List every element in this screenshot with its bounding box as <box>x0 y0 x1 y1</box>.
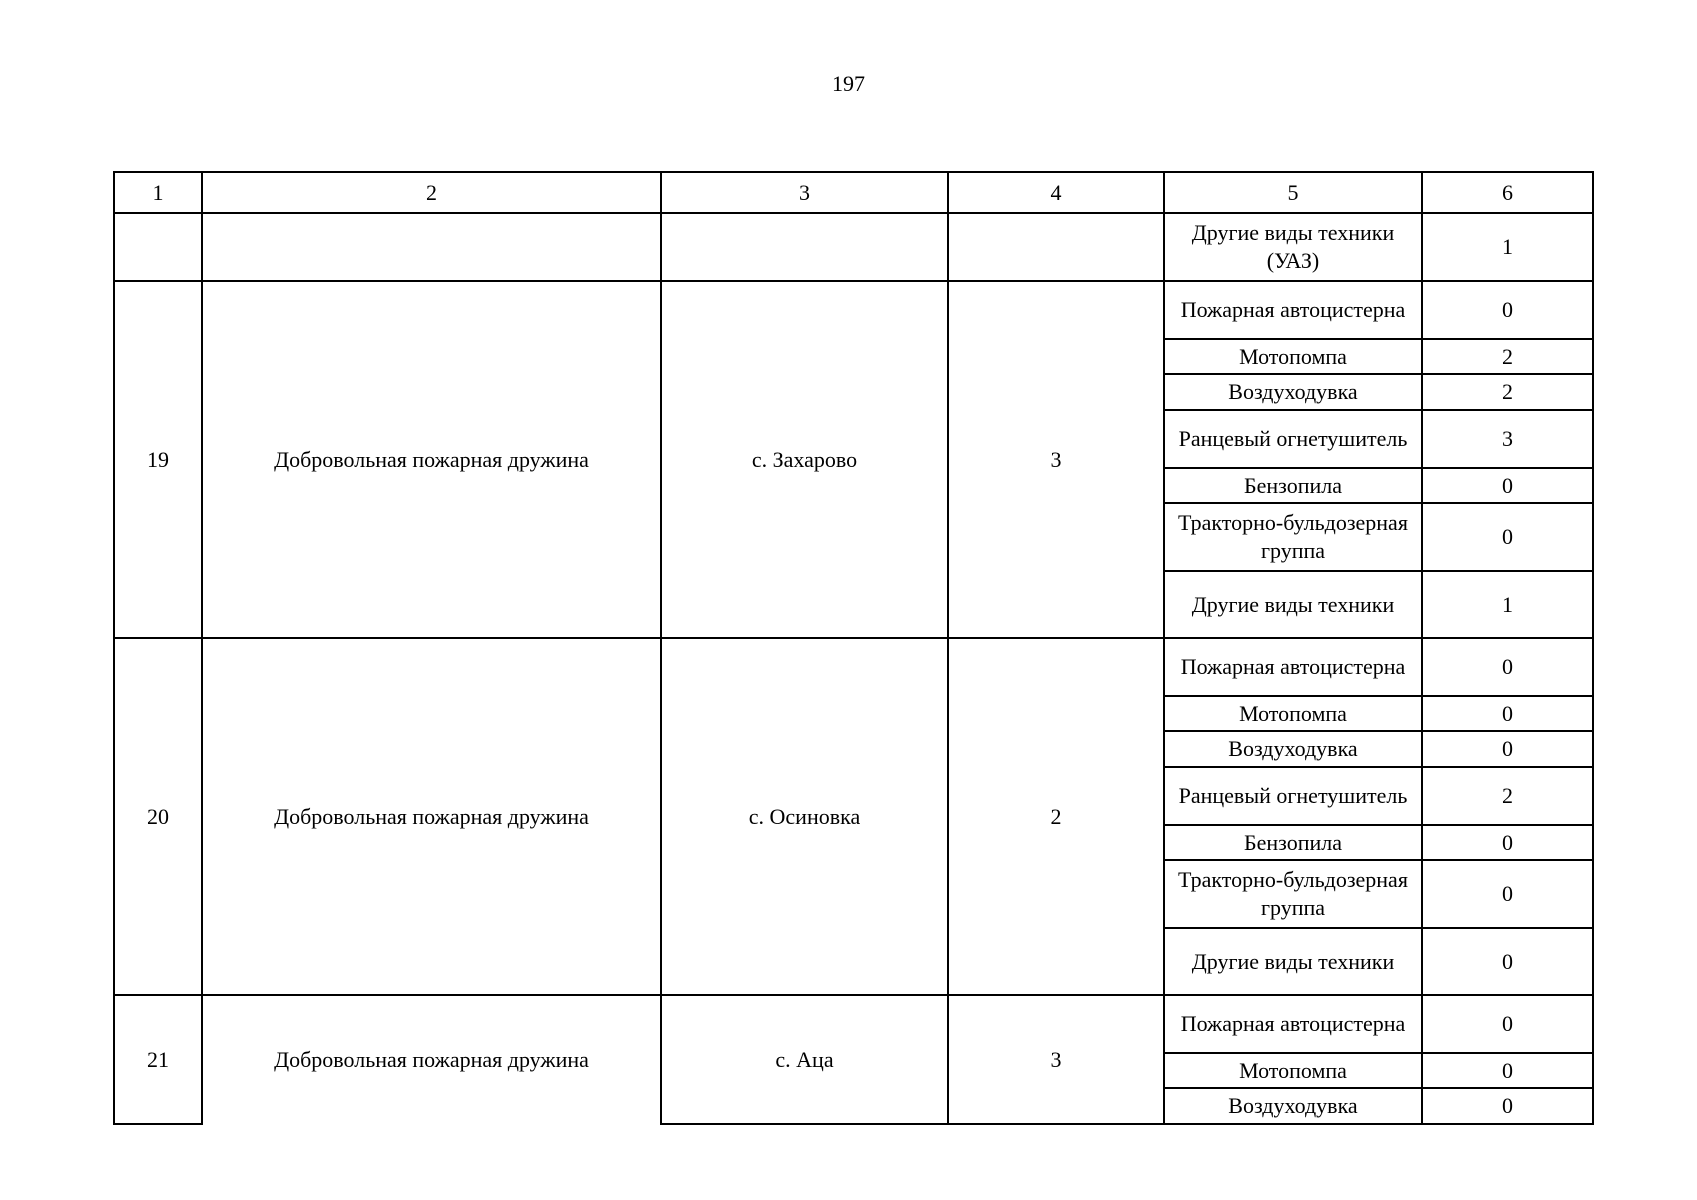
equipment-type-cell: Пожарная автоцистерна <box>1164 995 1422 1053</box>
equipment-count-cell: 0 <box>1422 468 1593 503</box>
equipment-type-cell: Мотопомпа <box>1164 696 1422 731</box>
personnel-cell: 3 <box>948 995 1164 1124</box>
equipment-type-cell: Бензопила <box>1164 825 1422 860</box>
settlement-cell: с. Осиновка <box>661 638 948 995</box>
settlement-cell: с. Аца <box>661 995 948 1124</box>
personnel-cell: 3 <box>948 281 1164 638</box>
equipment-count-cell: 0 <box>1422 825 1593 860</box>
group-name-cell: Добровольная пожарная дружина <box>202 281 661 638</box>
equipment-count-cell: 1 <box>1422 213 1593 281</box>
equipment-type-cell: Ранцевый огнетушитель <box>1164 767 1422 825</box>
header-col-3: 3 <box>661 172 948 213</box>
header-col-5: 5 <box>1164 172 1422 213</box>
equipment-count-cell: 0 <box>1422 928 1593 995</box>
equipment-table <box>113 171 1594 1125</box>
table-row <box>114 638 1593 696</box>
equipment-type-cell: Мотопомпа <box>1164 339 1422 374</box>
equipment-type-cell: Пожарная автоцистерна <box>1164 281 1422 339</box>
equipment-count-cell: 2 <box>1422 374 1593 410</box>
equipment-count-cell: 2 <box>1422 767 1593 825</box>
table-row <box>114 281 1593 339</box>
equipment-type-cell: Воздуходувка <box>1164 374 1422 410</box>
continuation-row <box>114 213 1593 281</box>
equipment-count-cell: 2 <box>1422 339 1593 374</box>
group-number-cell: 20 <box>114 638 202 995</box>
settlement-cell: с. Захарово <box>661 281 948 638</box>
equipment-count-cell: 0 <box>1422 1053 1593 1088</box>
equipment-count-cell: 0 <box>1422 995 1593 1053</box>
equipment-type-cell: Другие виды техники <box>1164 928 1422 995</box>
header-col-4: 4 <box>948 172 1164 213</box>
personnel-cell: 2 <box>948 638 1164 995</box>
equipment-count-cell: 0 <box>1422 281 1593 339</box>
group-number-cell: 21 <box>114 995 202 1124</box>
header-col-2: 2 <box>202 172 661 213</box>
equipment-count-cell: 0 <box>1422 696 1593 731</box>
empty-cell <box>114 213 202 281</box>
equipment-type-cell: Тракторно-бульдозерная группа <box>1164 503 1422 571</box>
empty-cell <box>661 213 948 281</box>
header-col-1: 1 <box>114 172 202 213</box>
equipment-type-cell: Другие виды техники (УАЗ) <box>1164 213 1422 281</box>
equipment-count-cell: 0 <box>1422 638 1593 696</box>
group-name-cell: Добровольная пожарная дружина <box>202 995 661 1124</box>
equipment-type-cell: Ранцевый огнетушитель <box>1164 410 1422 468</box>
group-number-cell: 19 <box>114 281 202 638</box>
page-number: 197 <box>832 71 865 96</box>
group-name-cell: Добровольная пожарная дружина <box>202 638 661 995</box>
equipment-type-cell: Тракторно-бульдозерная группа <box>1164 860 1422 928</box>
equipment-type-cell: Другие виды техники <box>1164 571 1422 638</box>
equipment-count-cell: 0 <box>1422 731 1593 767</box>
empty-cell <box>948 213 1164 281</box>
equipment-count-cell: 0 <box>1422 1088 1593 1124</box>
empty-cell <box>202 213 661 281</box>
equipment-type-cell: Пожарная автоцистерна <box>1164 638 1422 696</box>
equipment-type-cell: Воздуходувка <box>1164 1088 1422 1124</box>
table-row <box>114 995 1593 1053</box>
equipment-count-cell: 1 <box>1422 571 1593 638</box>
equipment-type-cell: Мотопомпа <box>1164 1053 1422 1088</box>
header-row <box>114 172 1593 213</box>
equipment-type-cell: Бензопила <box>1164 468 1422 503</box>
equipment-type-cell: Воздуходувка <box>1164 731 1422 767</box>
equipment-count-cell: 0 <box>1422 503 1593 571</box>
equipment-count-cell: 3 <box>1422 410 1593 468</box>
header-col-6: 6 <box>1422 172 1593 213</box>
equipment-count-cell: 0 <box>1422 860 1593 928</box>
